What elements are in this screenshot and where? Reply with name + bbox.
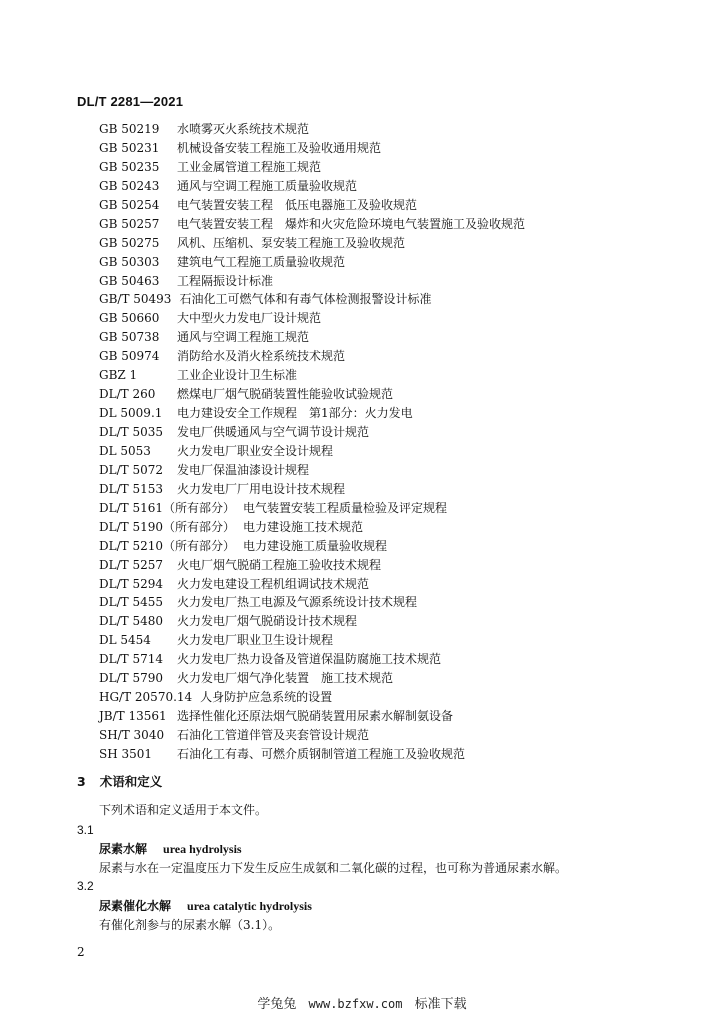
reference-code: GB 50257 [99, 216, 160, 231]
reference-item [99, 347, 699, 366]
reference-code: GB 50660 [99, 311, 160, 326]
reference-item [99, 328, 699, 347]
reference-title: 火力发电厂热力设备及管道保温防腐施工技术规范 [177, 652, 442, 667]
reference-code: DL/T 5072 [99, 462, 163, 477]
reference-item [99, 612, 699, 631]
term-chinese: 尿素催化水解 [99, 899, 172, 913]
reference-code: JB/T 13561 [99, 709, 167, 724]
reference-code: DL/T 5190（所有部分） [99, 519, 235, 534]
reference-title: 电力建设施工质量验收规程 [243, 538, 388, 553]
reference-title: 建筑电气工程施工质量验收规范 [177, 254, 346, 269]
reference-item [99, 309, 699, 328]
reference-item [99, 575, 699, 594]
reference-title: 工程隔振设计标准 [177, 273, 274, 288]
reference-item [99, 688, 699, 707]
term-english: urea hydrolysis [163, 842, 242, 856]
reference-code: GB 50463 [99, 273, 160, 288]
reference-title: 人身防护应急系统的设置 [200, 690, 333, 705]
section-number: 3 [77, 774, 86, 789]
reference-item [99, 556, 699, 575]
reference-code: SH/T 3040 [99, 728, 165, 742]
reference-item [99, 442, 699, 461]
reference-title: 工业企业设计卫生标准 [177, 368, 298, 383]
reference-item [99, 593, 699, 612]
reference-title: 电气装置安装工程 爆炸和火灾危险环境电气装置施工及验收规范 [177, 216, 526, 231]
reference-title: 燃煤电厂烟气脱硝装置性能验收试验规范 [177, 387, 394, 402]
reference-code: GB/T 50493 [99, 292, 172, 307]
term-chinese: 尿素水解 [99, 842, 148, 856]
reference-code: DL/T 5714 [99, 652, 163, 667]
reference-title: 火力发电厂热工电源及气源系统设计技术规程 [177, 595, 418, 610]
footer-tagline: 标准下载 [414, 997, 467, 1012]
section-title: 术语和定义 [99, 774, 163, 789]
reference-item [99, 272, 699, 291]
reference-title: 电力建设施工技术规范 [243, 519, 364, 534]
reference-item [99, 385, 699, 404]
reference-code: GB 50303 [99, 254, 160, 269]
reference-code: DL 5053 [99, 443, 151, 458]
normative-references-list [99, 120, 699, 764]
reference-title: 火力发电厂烟气净化装置 施工技术规范 [177, 671, 394, 686]
term-heading [99, 897, 312, 914]
reference-title: 水喷雾灭火系统技术规范 [177, 122, 310, 136]
reference-item [99, 158, 699, 177]
reference-title: 火电厂烟气脱硝工程施工验收技术规程 [177, 557, 382, 572]
reference-item [99, 290, 699, 309]
page-number: 2 [77, 945, 85, 959]
reference-code: GB 50219 [99, 122, 160, 136]
reference-code: GBZ 1 [99, 368, 138, 383]
reference-title: 大中型火力发电厂设计规范 [177, 311, 322, 326]
reference-title: 发电厂保温油漆设计规程 [177, 462, 310, 477]
reference-code: DL/T 5294 [99, 576, 163, 591]
reference-code: DL/T 5257 [99, 557, 163, 572]
term-definition: 尿素与水在一定温度压力下发生反应生成氨和二氧化碳的过程，也可称为普通尿素水解。 [99, 861, 568, 875]
reference-title: 发电厂供暖通风与空气调节设计规范 [177, 425, 370, 439]
reference-code: GB 50254 [99, 197, 160, 212]
footer-url[interactable]: www.bzfxw.com [308, 997, 403, 1011]
reference-title: 火力发电厂烟气脱硝设计技术规程 [177, 614, 358, 629]
reference-code: DL/T 5790 [99, 671, 163, 686]
reference-code: GB 50275 [99, 235, 160, 250]
reference-code: GB 50974 [99, 349, 160, 364]
section-heading [77, 772, 162, 790]
reference-item [99, 518, 699, 537]
reference-item [99, 461, 699, 480]
reference-code: DL/T 260 [99, 387, 156, 402]
reference-title: 火力发电建设工程机组调试技术规范 [177, 576, 370, 591]
term-definition: 有催化剂参与的尿素水解（3.1）。 [99, 918, 281, 932]
footer-site-name: 学兔兔 [257, 997, 297, 1012]
reference-title: 石油化工有毒、可燃介质钢制管道工程施工及验收规范 [177, 746, 466, 761]
reference-title: 电气装置安装工程 低压电器施工及验收规范 [177, 197, 418, 212]
reference-item [99, 120, 699, 139]
reference-title: 通风与空调工程施工规范 [177, 330, 310, 345]
reference-title: 火力发电厂职业卫生设计规程 [177, 633, 334, 648]
reference-item [99, 707, 699, 726]
reference-code: DL/T 5210（所有部分） [99, 538, 235, 553]
reference-item [99, 196, 699, 215]
reference-title: 消防给水及消火栓系统技术规范 [177, 349, 346, 364]
reference-item [99, 404, 699, 423]
reference-item [99, 366, 699, 385]
reference-code: DL/T 5455 [99, 595, 163, 610]
reference-title: 工业金属管道工程施工规范 [177, 159, 322, 174]
reference-code: DL/T 5480 [99, 614, 163, 629]
term-heading [99, 840, 242, 857]
reference-item [99, 745, 699, 764]
reference-item [99, 650, 699, 669]
footer-watermark [0, 993, 724, 1012]
reference-item [99, 631, 699, 650]
reference-code: HG/T 20570.14 [99, 690, 193, 705]
reference-code: DL 5454 [99, 633, 151, 648]
reference-title: 火力发电厂职业安全设计规程 [177, 443, 334, 458]
reference-code: GB 50738 [99, 330, 160, 345]
reference-item [99, 234, 699, 253]
reference-code: DL/T 5161（所有部分） [99, 500, 235, 515]
section-intro: 下列术语和定义适用于本文件。 [99, 803, 268, 817]
reference-item [99, 480, 699, 499]
reference-title: 电气装置安装工程质量检验及评定规程 [243, 500, 448, 515]
reference-item [99, 423, 699, 442]
term-english: urea catalytic hydrolysis [187, 899, 312, 913]
clause-number: 3.2 [77, 879, 94, 893]
clause-number: 3.1 [77, 823, 94, 837]
reference-title: 机械设备安装工程施工及验收通用规范 [177, 140, 382, 155]
reference-code: GB 50231 [99, 140, 160, 155]
reference-item [99, 499, 699, 518]
reference-title: 火力发电厂厂用电设计技术规程 [177, 481, 346, 496]
reference-title: 电力建设安全工作规程 第1部分：火力发电 [177, 406, 413, 421]
reference-code: GB 50243 [99, 178, 160, 193]
reference-item [99, 253, 699, 272]
reference-title: 选择性催化还原法烟气脱硝装置用尿素水解制氨设备 [177, 709, 454, 724]
reference-item [99, 537, 699, 556]
reference-item [99, 215, 699, 234]
reference-item [99, 669, 699, 688]
reference-code: DL/T 5035 [99, 425, 163, 439]
reference-code: GB 50235 [99, 159, 160, 174]
reference-code: DL/T 5153 [99, 481, 163, 496]
reference-item [99, 177, 699, 196]
reference-title: 通风与空调工程施工质量验收规范 [177, 178, 358, 193]
reference-item [99, 139, 699, 158]
reference-title: 风机、压缩机、泵安装工程施工及验收规范 [177, 235, 406, 250]
reference-title: 石油化工可燃气体和有毒气体检测报警设计标准 [179, 292, 432, 307]
reference-item [99, 726, 699, 745]
reference-code: SH 3501 [99, 746, 153, 761]
document-code-header: DL/T 2281—2021 [77, 94, 184, 109]
reference-title: 石油化工管道伴管及夹套管设计规范 [177, 728, 370, 742]
reference-code: DL 5009.1 [99, 406, 163, 421]
